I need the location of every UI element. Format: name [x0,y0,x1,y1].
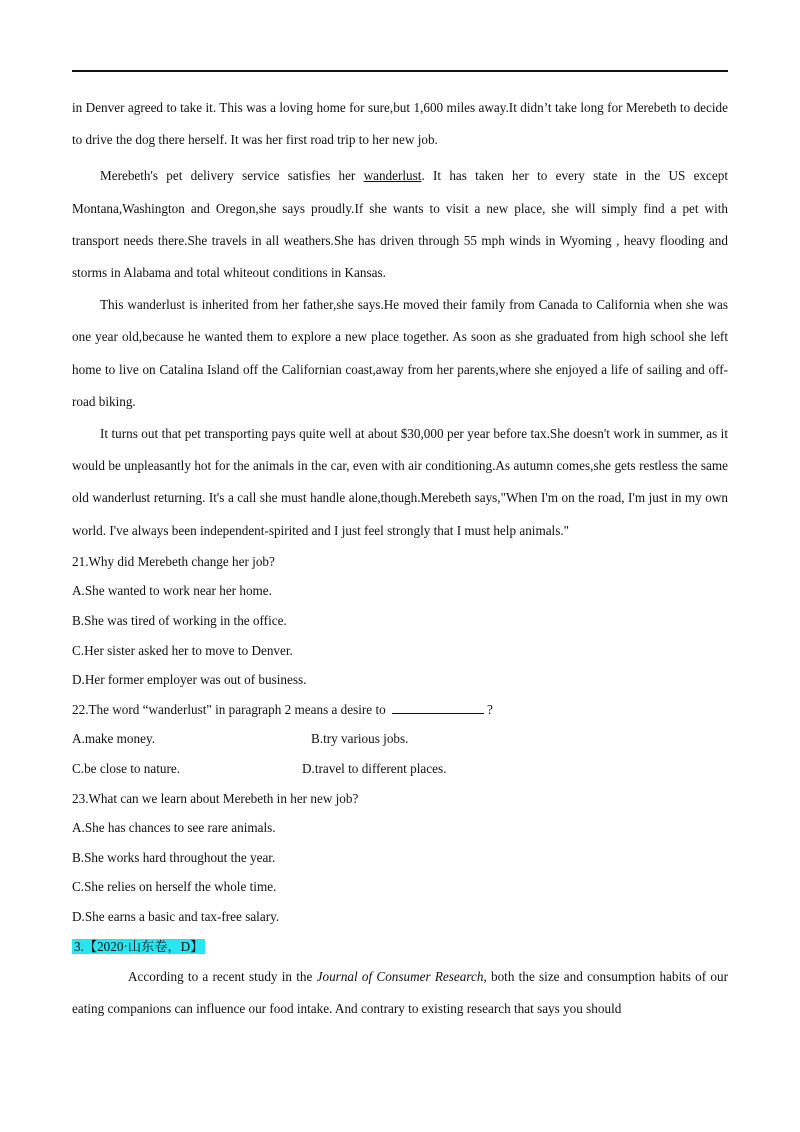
section-3-label: 3.【2020·山东卷，D】 [74,938,204,954]
header-rule [72,70,728,72]
q23-option-a: A.She has chances to see rare animals. [72,820,276,836]
q22-question [72,695,728,725]
q22-option-a: A.make money. [72,731,156,747]
q21-option-d: D.Her former employer was out of business. [72,672,307,688]
q22-options-row-2 [72,754,728,784]
paragraph-3: This wanderlust is inherited from her father,she says.He moved their family from Canada to California when she was one year old,because he wanted them to explore a new place together. As soon as she graduated from high school she left home to live on Catalina Island off the Californian coast,away from her parents,where she enjoyed a life of sailing and off-road biking. [72,297,728,409]
section-3-text-start: According to a recent study in the [128,969,317,985]
paragraph-2-rest: . It has taken her to every state in the US except Montana,Washington and Oregon,she says proudly.If she wants to visit a new place, she will simply find a pet with transport needs there.She travels in all weathers.She has driven through 55 mph winds in Wyoming , heavy flooding and storms in Alabama and total whiteout conditions in Kansas. [72,168,728,281]
q21-option-b: B.She was tired of working in the office. [72,613,287,629]
q22-question-text: 22.The word “wanderlust" in paragraph 2 means a desire to [72,701,386,717]
section-3-paragraph [72,961,728,1025]
answer-blank [392,701,484,714]
q22-option-d: D.travel to different places. [302,761,447,776]
q22-question-mark: ? [487,701,493,717]
document-body [72,92,728,1026]
section-3-text-rest: , both the size and consumption habits of our eating companions can influence our food intake. And contrary to existing research that says you should [72,969,728,1017]
q21-question: 21.Why did Merebeth change her job? [72,553,275,569]
q21-option-a: A.She wanted to work near her home. [72,583,272,599]
q22-options-row-1 [72,724,728,754]
q21-option-c: C.Her sister asked her to move to Denver. [72,642,293,658]
q22-option-c: C.be close to nature. [72,761,181,776]
paragraph-4: It turns out that pet transporting pays quite well at about $30,000 per year before tax.She doesn't work in summer, as it would be unpleasantly hot for the animals in the car, even with air conditioning.As autumn comes,she gets restless the same old wanderlust returning. It's a call she must handle alone,though.Merebeth says,"When I'm on the road, I'm just in my own world. I've always been independent-spirited and I just feel strongly that I must help animals." [72,426,728,538]
section-3-heading [72,932,728,962]
q23-option-d: D.She earns a basic and tax-free salary. [72,908,280,924]
q23-option-b: B.She works hard throughout the year. [72,849,276,865]
q23-option-c: C.She relies on herself the whole time. [72,879,277,895]
q22-option-b: B.try various jobs. [311,731,409,747]
journal-title: Journal of Consumer Research [316,969,484,985]
paragraph-2 [72,160,728,289]
underlined-word: wanderlust [363,168,422,184]
paragraph-2-start: Merebeth's pet delivery service satisfies her [100,168,364,184]
paragraph-1: in Denver agreed to take it. This was a loving home for sure,but 1,600 miles away.It didn’t take long for Merebeth to decide to drive the dog there herself. It was her first road trip to her new job. [72,100,728,148]
q23-question: 23.What can we learn about Merebeth in her new job? [72,790,359,806]
